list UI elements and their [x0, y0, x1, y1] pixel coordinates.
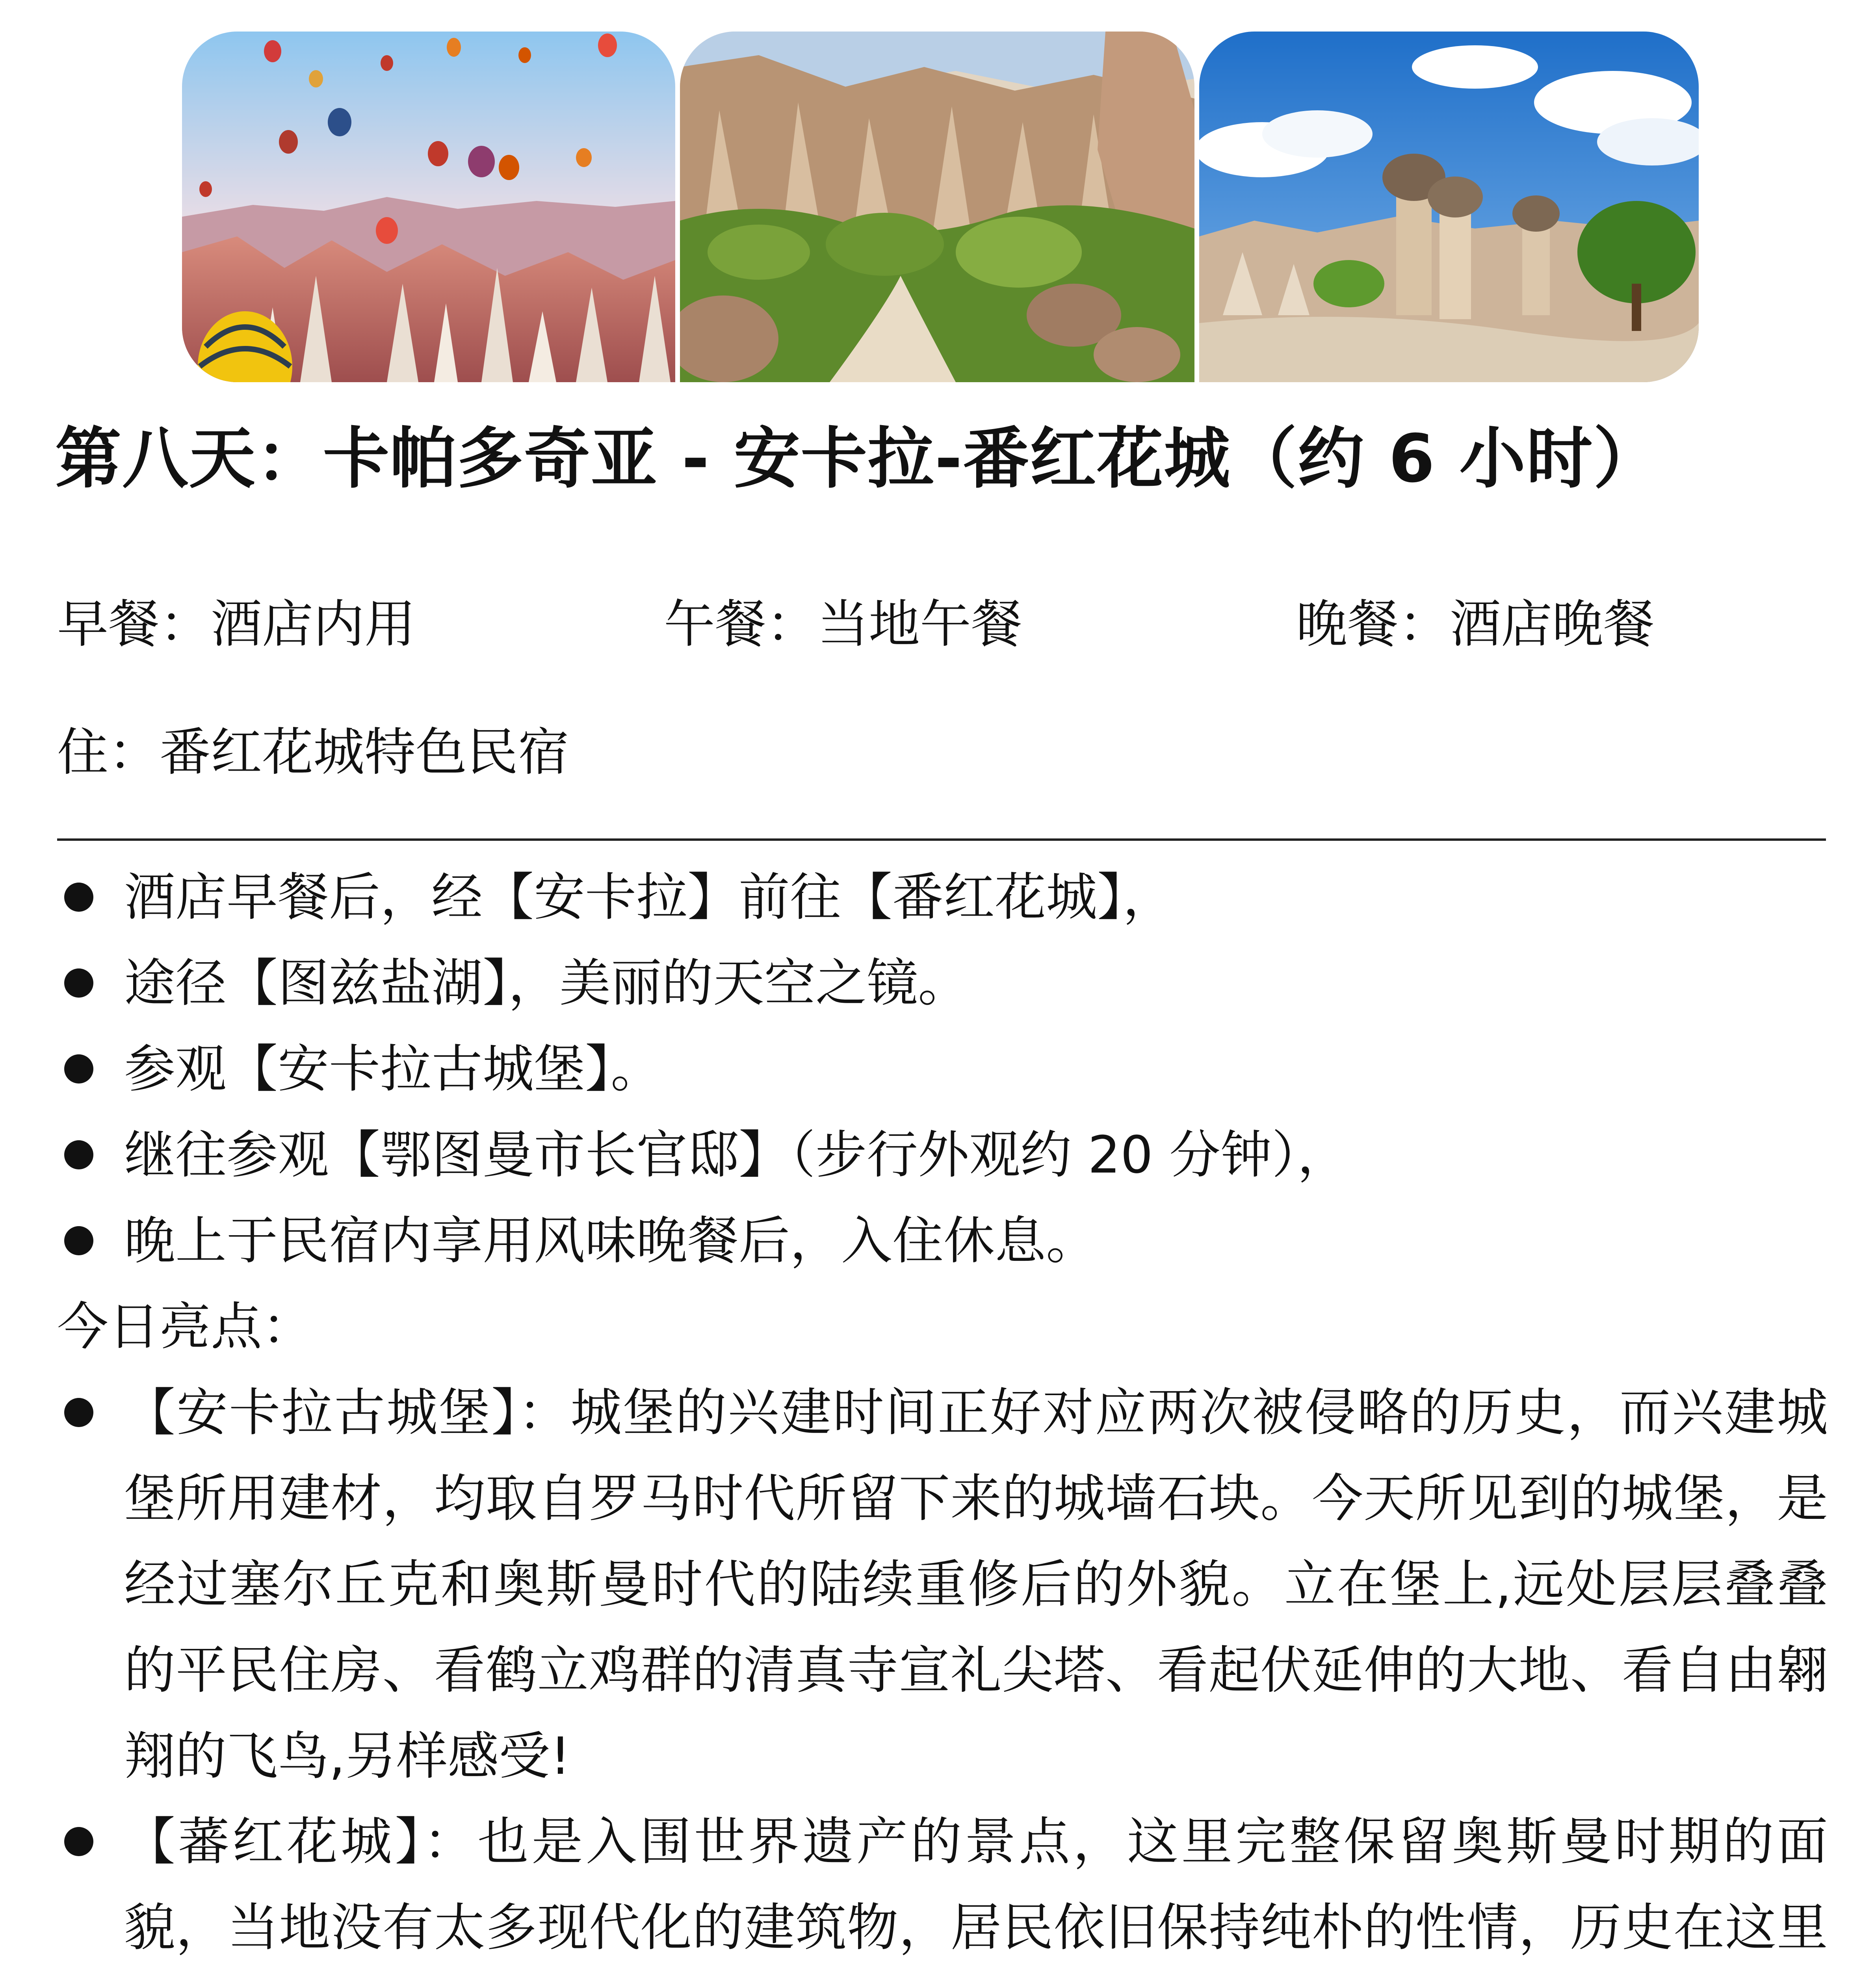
accommodation-info: 住：番红花城特色民宿 — [57, 722, 570, 782]
bullet-icon — [64, 968, 93, 998]
itinerary-item-text: 继往参观【鄂图曼市长官邸】（步行外观约 20 分钟）， — [124, 1125, 1349, 1185]
bullet-icon — [64, 1226, 93, 1255]
highlights-heading: 今日亮点： — [57, 1297, 314, 1357]
bullet-icon — [64, 1827, 93, 1856]
breakfast-info: 早餐：酒店内用 — [57, 594, 416, 654]
fairy-chimney-valley-photo — [680, 32, 1194, 382]
bullet-icon — [64, 1398, 93, 1427]
photo-strip — [182, 32, 1699, 382]
highlight-text: 【蕃红花城】：也是入围世界遗产的景点，这里完整保留奥斯曼时期的面貌，当地没有太多现代化的建筑物，居民依旧保持纯朴的性情，历史在这里 — [124, 1812, 1828, 1957]
itinerary-item-text: 参观【安卡拉古城堡】。 — [124, 1039, 662, 1099]
mushroom-rock-formations-photo — [1199, 32, 1699, 382]
bullet-icon — [64, 1054, 93, 1084]
itinerary-item-text: 途径【图兹盐湖】，美丽的天空之镜。 — [124, 953, 970, 1013]
hot-air-balloons-photo — [182, 32, 675, 382]
highlight-text: 【安卡拉古城堡】：城堡的兴建时间正好对应两次被侵略的历史，而兴建城堡所用建材，均取自罗马时代所留下来的城墙石块。今天所见到的城堡，是经过塞尔丘克和奥斯曼时代的陆续重修后的外貌。立在堡上,远处层层叠叠的平民住房、看鹤立鸡群的清真寺宣礼尖塔、看起伏延伸的大地、看自由翱翔的飞鸟,另样感受! — [124, 1383, 1828, 1786]
dinner-info: 晚餐：酒店晚餐 — [1296, 594, 1655, 654]
bullet-icon — [64, 1140, 93, 1169]
itinerary-item-text: 晚上于民宿内享用风味晚餐后，入住休息。 — [124, 1211, 1098, 1271]
bullet-icon — [64, 883, 93, 912]
page-title: 第八天：卡帕多奇亚 - 安卡拉-番红花城（约 6 小时） — [55, 420, 1661, 497]
lunch-info: 午餐：当地午餐 — [664, 594, 1023, 654]
itinerary-item-text: 酒店早餐后，经【安卡拉】前往【番红花城】， — [124, 867, 1174, 927]
section-divider — [57, 838, 1826, 841]
